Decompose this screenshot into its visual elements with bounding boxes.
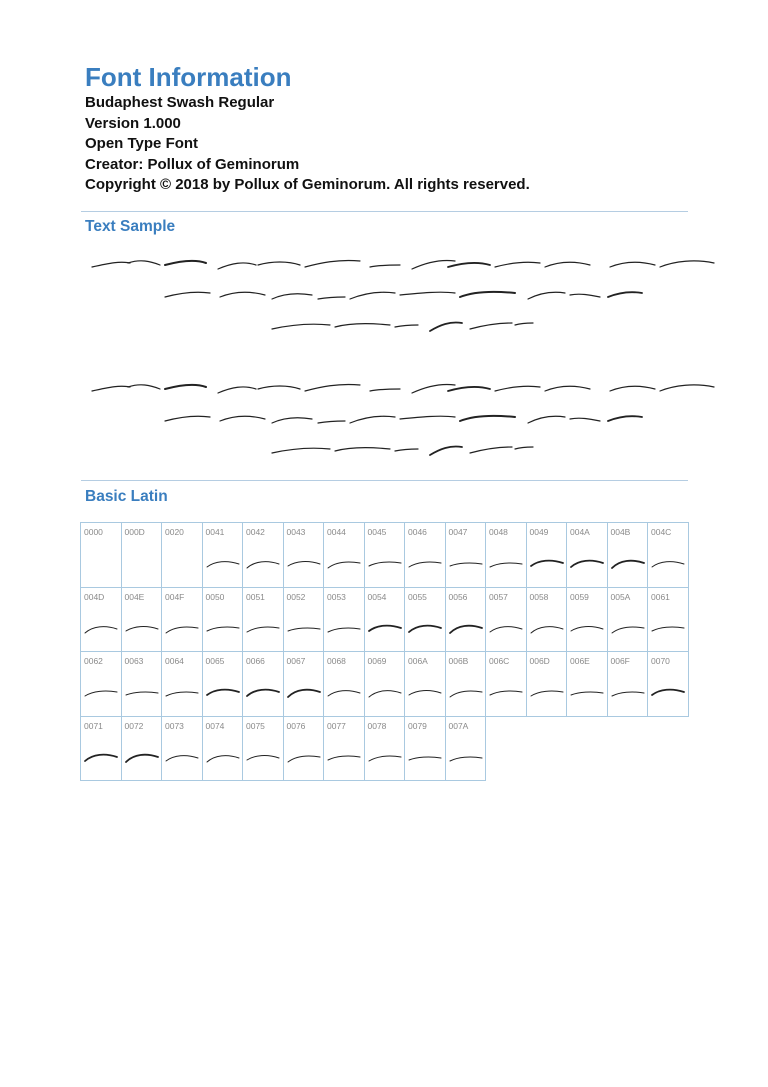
glyph-stroke <box>164 620 200 638</box>
glyph-stroke <box>245 749 281 767</box>
glyph-code-label: 007A <box>448 720 469 731</box>
empty-cell <box>648 716 689 781</box>
empty-cell <box>526 716 567 781</box>
glyph-stroke <box>286 620 322 638</box>
glyph-code-label: 0043 <box>286 527 306 537</box>
glyph-cell <box>202 523 243 588</box>
glyph-code-label: 0075 <box>246 720 265 731</box>
glyph-cell <box>405 652 446 717</box>
glyph-cell <box>364 716 405 781</box>
glyph-cell <box>648 652 689 717</box>
glyph-code-label: 0063 <box>124 656 144 666</box>
glyph-row <box>81 523 689 588</box>
glyph-stroke <box>569 684 605 702</box>
glyph-stroke <box>610 684 646 702</box>
glyph-cell <box>405 716 446 781</box>
glyph-code-label: 0000 <box>84 527 103 537</box>
glyph-cell <box>243 652 284 717</box>
glyph-code-label: 004A <box>570 527 590 537</box>
glyph-stroke <box>610 555 646 573</box>
glyph-code-label: 0051 <box>246 591 265 602</box>
font-info-list <box>85 93 530 196</box>
glyph-cell <box>202 716 243 781</box>
glyph-stroke <box>529 555 565 573</box>
glyph-cell <box>567 587 608 652</box>
glyph-code-label: 0054 <box>367 591 387 602</box>
glyph-code-label: 006F <box>610 656 630 666</box>
glyph-code-label: 0064 <box>165 656 184 666</box>
glyph-cell <box>243 587 284 652</box>
text-sample-rendering <box>0 245 768 460</box>
glyph-cell <box>81 523 122 588</box>
glyph-code-label: 0070 <box>651 656 670 666</box>
glyph-code-label: 0074 <box>205 720 225 731</box>
glyph-cell <box>324 652 365 717</box>
glyph-code-label: 0053 <box>327 591 346 602</box>
glyph-cell <box>445 587 486 652</box>
glyph-stroke <box>124 749 160 767</box>
glyph-stroke <box>650 620 686 638</box>
glyph-stroke <box>286 555 322 573</box>
glyph-cell <box>445 716 486 781</box>
glyph-stroke <box>407 555 443 573</box>
glyph-code-label: 0066 <box>246 656 265 666</box>
glyph-stroke <box>407 749 443 767</box>
glyph-cell <box>324 716 365 781</box>
basic-latin-heading: Basic Latin <box>85 488 168 505</box>
glyph-code-label: 006B <box>448 656 469 666</box>
glyph-cell <box>162 523 203 588</box>
glyph-code-label: 0020 <box>165 527 184 537</box>
glyph-code-label: 0062 <box>84 656 103 666</box>
glyph-stroke <box>205 555 241 573</box>
glyph-code-label: 000D <box>124 527 145 537</box>
page-title: Font Information <box>85 62 292 92</box>
glyph-stroke <box>407 620 443 638</box>
glyph-stroke <box>569 620 605 638</box>
glyph-stroke <box>205 749 241 767</box>
glyph-code-label: 0078 <box>367 720 387 731</box>
glyph-stroke <box>124 620 160 638</box>
glyph-cell <box>283 716 324 781</box>
glyph-stroke <box>367 684 403 702</box>
glyph-stroke <box>367 620 403 638</box>
glyph-stroke <box>245 620 281 638</box>
glyph-code-label: 0046 <box>408 527 427 537</box>
glyph-stroke <box>83 620 119 638</box>
glyph-cell <box>607 587 648 652</box>
glyph-code-label: 0056 <box>448 591 468 602</box>
glyph-stroke <box>488 684 524 702</box>
font-copyright: Copyright © 2018 by Pollux of Geminorum. All rights reserved. <box>85 176 530 193</box>
glyph-cell <box>162 587 203 652</box>
font-type: Open Type Font <box>85 135 199 152</box>
glyph-cell <box>81 652 122 717</box>
glyph-stroke <box>83 684 119 702</box>
glyph-stroke <box>569 555 605 573</box>
glyph-row <box>81 652 689 717</box>
glyph-cell <box>121 587 162 652</box>
glyph-cell <box>526 587 567 652</box>
glyph-code-label: 0071 <box>84 720 103 731</box>
glyph-stroke <box>326 749 362 767</box>
empty-cell <box>486 716 527 781</box>
glyph-cell <box>283 523 324 588</box>
glyph-stroke <box>367 749 403 767</box>
glyph-code-label: 0068 <box>327 656 346 666</box>
glyph-cell <box>648 523 689 588</box>
glyph-code-label: 0058 <box>529 591 549 602</box>
glyph-cell <box>405 523 446 588</box>
glyph-cell <box>121 523 162 588</box>
glyph-stroke <box>124 684 160 702</box>
glyph-cell <box>202 652 243 717</box>
glyph-code-label: 0042 <box>246 527 265 537</box>
glyph-row <box>81 587 689 652</box>
glyph-code-label: 0059 <box>570 591 589 602</box>
glyph-stroke <box>326 555 362 573</box>
glyph-code-label: 004E <box>124 591 145 602</box>
glyph-cell <box>526 652 567 717</box>
glyph-stroke <box>488 620 524 638</box>
glyph-cell <box>526 523 567 588</box>
glyph-code-label: 0049 <box>529 527 549 537</box>
glyph-code-label: 0069 <box>367 656 387 666</box>
glyph-cell <box>81 716 122 781</box>
glyph-stroke <box>326 684 362 702</box>
font-creator: Creator: Pollux of Geminorum <box>85 155 300 173</box>
glyph-code-label: 0052 <box>286 591 306 602</box>
glyph-stroke <box>529 620 565 638</box>
glyph-cell <box>81 587 122 652</box>
glyph-stroke <box>205 620 241 638</box>
glyph-code-label: 0045 <box>367 527 387 537</box>
glyph-code-label: 004B <box>610 527 631 537</box>
glyph-cell <box>162 716 203 781</box>
glyph-cell <box>364 523 405 588</box>
glyph-stroke <box>164 684 200 702</box>
glyph-row <box>81 716 689 781</box>
glyph-code-label: 0047 <box>448 527 468 537</box>
glyph-cell <box>445 523 486 588</box>
glyph-code-label: 0057 <box>489 591 508 602</box>
glyph-code-label: 0079 <box>408 720 427 731</box>
glyph-cell <box>486 587 527 652</box>
glyph-stroke <box>367 555 403 573</box>
glyph-stroke <box>650 684 686 702</box>
glyph-stroke <box>245 684 281 702</box>
glyph-code-label: 0072 <box>124 720 144 731</box>
glyph-code-label: 0041 <box>205 527 225 537</box>
glyph-cell <box>162 652 203 717</box>
glyph-code-label: 0065 <box>205 656 225 666</box>
glyph-stroke <box>205 684 241 702</box>
glyph-stroke <box>448 684 484 702</box>
font-name: Budaphest Swash Regular <box>85 94 275 111</box>
glyph-code-label: 004F <box>165 591 185 602</box>
glyph-code-label: 0061 <box>651 591 670 602</box>
glyph-code-label: 0048 <box>489 527 508 537</box>
glyph-code-label: 0044 <box>327 527 346 537</box>
glyph-code-label: 0067 <box>286 656 306 666</box>
basic-latin-glyph-grid <box>80 522 689 781</box>
glyph-code-label: 0055 <box>408 591 427 602</box>
glyph-stroke <box>286 684 322 702</box>
glyph-cell <box>283 652 324 717</box>
glyph-cell <box>243 716 284 781</box>
glyph-stroke <box>610 620 646 638</box>
glyph-cell <box>121 716 162 781</box>
glyph-stroke <box>650 555 686 573</box>
glyph-code-label: 006A <box>408 656 428 666</box>
glyph-stroke <box>529 684 565 702</box>
glyph-code-label: 0073 <box>165 720 184 731</box>
empty-cell <box>607 716 648 781</box>
glyph-cell <box>121 652 162 717</box>
glyph-code-label: 004D <box>84 591 105 602</box>
glyph-cell <box>324 523 365 588</box>
glyph-cell <box>405 587 446 652</box>
divider <box>81 211 688 212</box>
glyph-stroke <box>448 749 484 767</box>
glyph-code-label: 0077 <box>327 720 346 731</box>
glyph-cell <box>567 523 608 588</box>
glyph-cell <box>202 587 243 652</box>
glyph-cell <box>607 523 648 588</box>
glyph-stroke <box>326 620 362 638</box>
glyph-cell <box>243 523 284 588</box>
glyph-code-label: 0050 <box>205 591 225 602</box>
glyph-cell <box>283 587 324 652</box>
glyph-code-label: 006C <box>489 656 510 666</box>
glyph-code-label: 0076 <box>286 720 306 731</box>
glyph-cell <box>648 587 689 652</box>
empty-cell <box>567 716 608 781</box>
divider <box>81 480 688 481</box>
glyph-cell <box>567 652 608 717</box>
glyph-cell <box>324 587 365 652</box>
font-version: Version 1.000 <box>85 114 181 132</box>
glyph-stroke <box>164 749 200 767</box>
glyph-cell <box>364 652 405 717</box>
glyph-cell <box>607 652 648 717</box>
glyph-stroke <box>448 555 484 573</box>
glyph-cell <box>364 587 405 652</box>
text-sample-heading: Text Sample <box>85 218 176 235</box>
glyph-code-label: 006E <box>570 656 590 666</box>
glyph-stroke <box>448 620 484 638</box>
glyph-stroke <box>245 555 281 573</box>
glyph-code-label: 006D <box>529 656 550 666</box>
glyph-stroke <box>407 684 443 702</box>
glyph-stroke <box>286 749 322 767</box>
glyph-cell <box>486 652 527 717</box>
glyph-cell <box>445 652 486 717</box>
glyph-code-label: 004C <box>651 527 672 537</box>
glyph-stroke <box>488 555 524 573</box>
glyph-cell <box>486 523 527 588</box>
glyph-code-label: 005A <box>610 591 631 602</box>
glyph-stroke <box>83 749 119 767</box>
